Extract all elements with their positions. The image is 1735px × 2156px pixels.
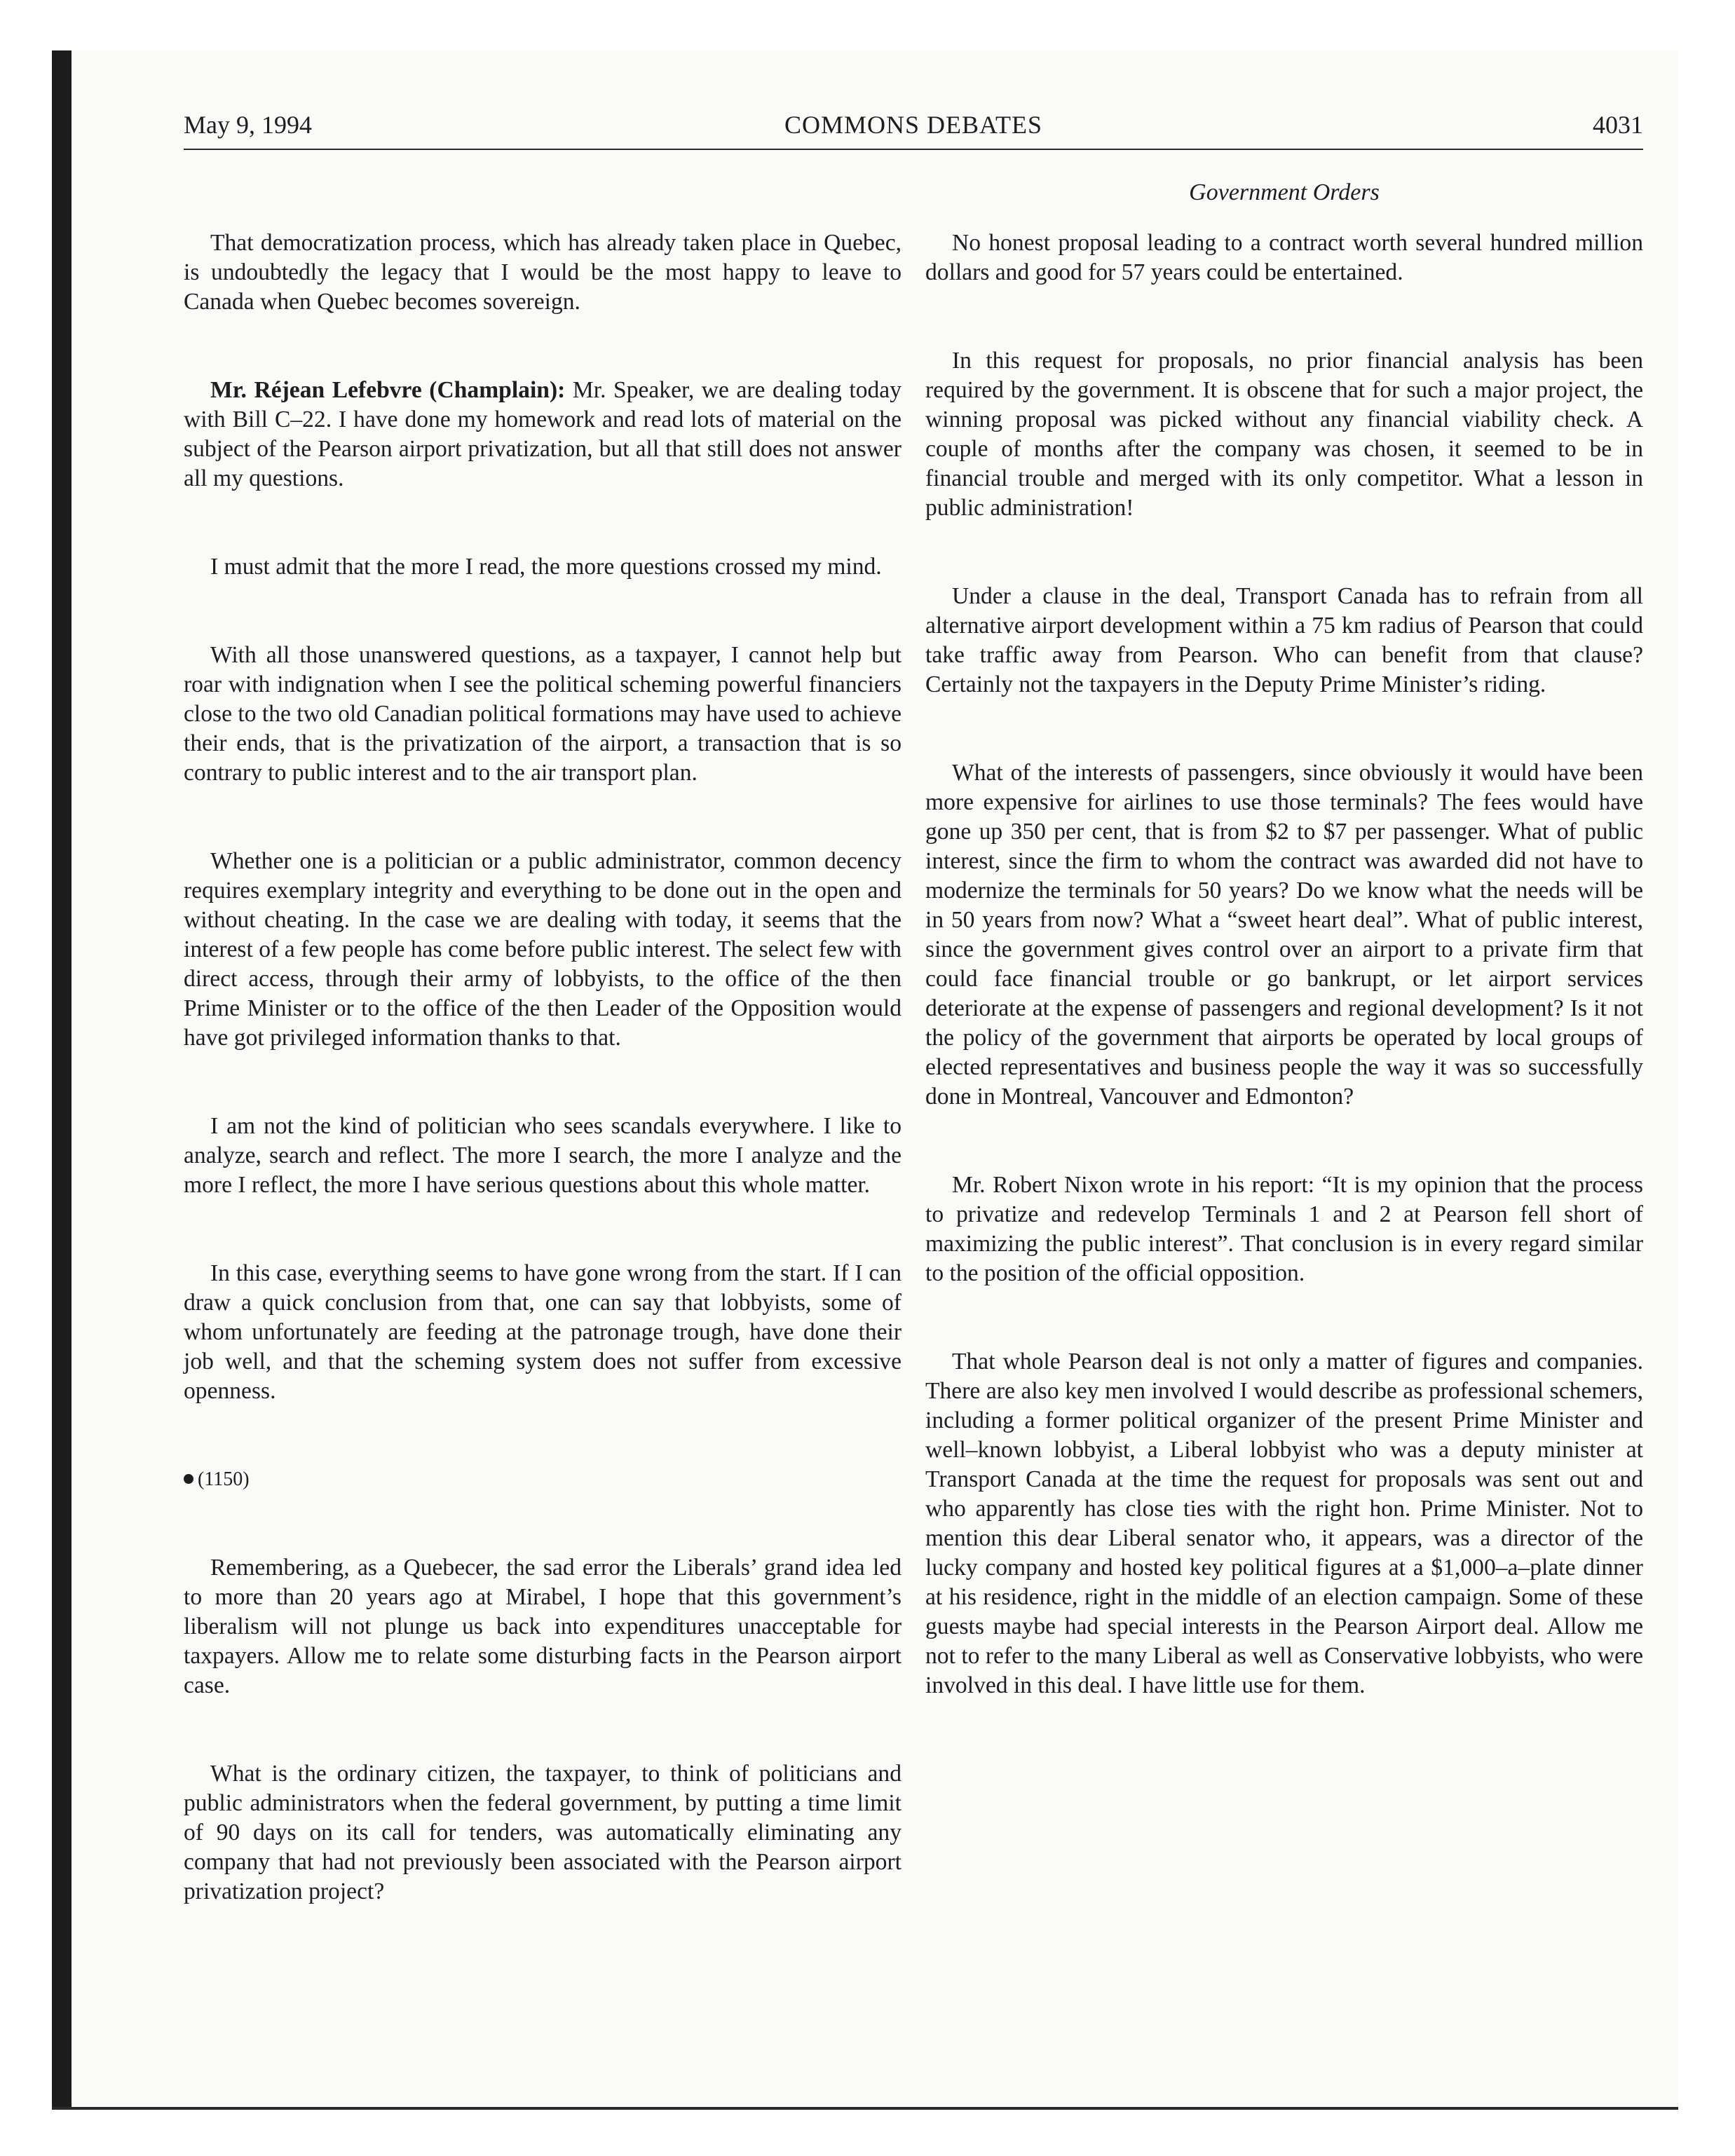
- paragraph: What is the ordinary citizen, the taxpayer, to think of politicians and public administrators when the federal government, by putting a time limit of 90 days on its call for tenders, was automatically eliminating any company that had not previously been associated with the Pearson airport privatization project?: [184, 1761, 901, 1904]
- paragraph: What of the interests of passengers, since obviously it would have been more expensive for airlines to use those terminals? The fees would have gone up 350 per cent, that is from $2 to $7 per passenger. What of public interest, since the firm to whom the contract was awarded did not have to modernize the terminals for 50 years? Do we know what the needs will be in 50 years from now? What a “sweet heart deal”. What of public interest, since the government gives control over an airport to a private firm that could face financial trouble or go bankrupt, or let airport services deteriorate at the expense of passengers and regional development? Is it not the policy of the government that airports be operated by local groups of elected representatives and business people the way it was so successfully done in Montreal, Vancouver and Edmonton?: [925, 760, 1643, 1110]
- paragraph: Whether one is a politician or a public administrator, common decency requires exemplary integrity and everything to be done out in the open and without cheating. In the case we are dealing with today, it seems that the interest of a few people has come before public interest. The select few with direct access, through their army of lobbyists, to the office of the then Prime Minister or to the office of the then Leader of the Opposition would have got privileged information thanks to that.: [184, 848, 901, 1051]
- header-date: May 9, 1994: [184, 111, 312, 139]
- scan-top-margin: [0, 0, 1735, 50]
- right-column: [925, 228, 1643, 1759]
- paragraph: Mr. Robert Nixon wrote in his report: “It is my opinion that the process to privatize and redevelop Terminals 1 and 2 at Pearson fell short of maximizing the public interest”. That conclusion is in every regard similar to the position of the official opposition.: [925, 1172, 1643, 1286]
- paragraph: That democratization process, which has already taken place in Quebec, is undoubtedly the legacy that I would be the most happy to leave to Canada when Quebec becomes sovereign.: [184, 230, 901, 315]
- time-marker: [184, 1465, 901, 1494]
- paragraph: With all those unanswered questions, as a taxpayer, I cannot help but roar with indignation when I see the political scheming powerful financiers close to the two old Canadian political formations may have used to achieve their ends, that is the privatization of the airport, a transaction that is so contrary to public interest and to the air transport plan.: [184, 642, 901, 786]
- bullet-icon: [184, 1474, 193, 1484]
- speaker-name: Mr. Réjean Lefebvre (Champlain):: [210, 377, 566, 403]
- paragraph: Under a clause in the deal, Transport Canada has to refrain from all alternative airport development within a 75 km radius of Pearson that could take traffic away from Pearson. Who can benefit from that clause? Certainly not the taxpayers in the Deputy Prime Minister’s riding.: [925, 583, 1643, 697]
- paragraph: I must admit that the more I read, the more questions crossed my mind.: [210, 554, 882, 580]
- paragraph: That whole Pearson deal is not only a matter of figures and companies. There are also key men involved I would describe as professional schemers, including a former political organizer of the present Prime Minister and well–known lobbyist, a Liberal lobbyist who was a deputy minister at Transport Canada at the time the request for proposals was sent out and who apparently has close ties with the right hon. Prime Minister. Not to mention this dear Liberal senator who, it appears, was a director of the lucky company and hosted key political figures at a $1,000–a–plate dinner at his residence, right in the middle of an election campaign. Some of these guests maybe had special interests in the Pearson Airport deal. Allow me not to refer to the many Liberal as well as Conservative lobbyists, who were involved in this deal. I have little use for them.: [925, 1349, 1643, 1698]
- paragraph: I am not the kind of politician who sees scandals everywhere. I like to analyze, search and reflect. The more I search, the more I analyze and the more I reflect, the more I have serious questions about this whole matter.: [184, 1113, 901, 1198]
- scan-left-edge: [52, 50, 72, 2110]
- scan-bottom-edge: [52, 2107, 1678, 2110]
- running-header: [184, 105, 1643, 144]
- section-heading: Government Orders: [1189, 179, 1380, 205]
- header-rule: [184, 149, 1643, 150]
- left-column: [184, 228, 901, 1965]
- speech-text: Mr. Speaker, we are dealing today with Bill C–22. I have done my homework and read lots of material on the subject of the Pearson airport privatization, but all that still does not answer all my questions.: [184, 377, 901, 491]
- header-page-number: 4031: [1593, 111, 1643, 139]
- paragraph: Remembering, as a Quebecer, the sad error the Liberals’ grand idea led to more than 20 years ago at Mirabel, I hope that this government’s liberalism will not plunge us back into expenditures unacceptable for taxpayers. Allow me to relate some disturbing facts in the Pearson airport case.: [184, 1555, 901, 1698]
- paragraph: In this case, everything seems to have gone wrong from the start. If I can draw a quick conclusion from that, one can say that lobbyists, some of whom unfortunately are feeding at the patronage trough, have done their job well, and that the scheming system does not suffer from excessive openness.: [184, 1260, 901, 1404]
- paragraph: In this request for proposals, no prior financial analysis has been required by the government. It is obscene that for such a major project, the winning proposal was picked without any financial viability check. A couple of months after the company was chosen, it seemed to be in financial trouble and merged with its only competitor. What a lesson in public administration!: [925, 348, 1643, 521]
- paragraph-speech-start: [184, 376, 901, 493]
- header-journal-title: COMMONS DEBATES: [784, 111, 1043, 139]
- time-marker-label: (1150): [198, 1468, 250, 1490]
- paragraph: No honest proposal leading to a contract worth several hundred million dollars and good for 57 years could be entertained.: [925, 230, 1643, 285]
